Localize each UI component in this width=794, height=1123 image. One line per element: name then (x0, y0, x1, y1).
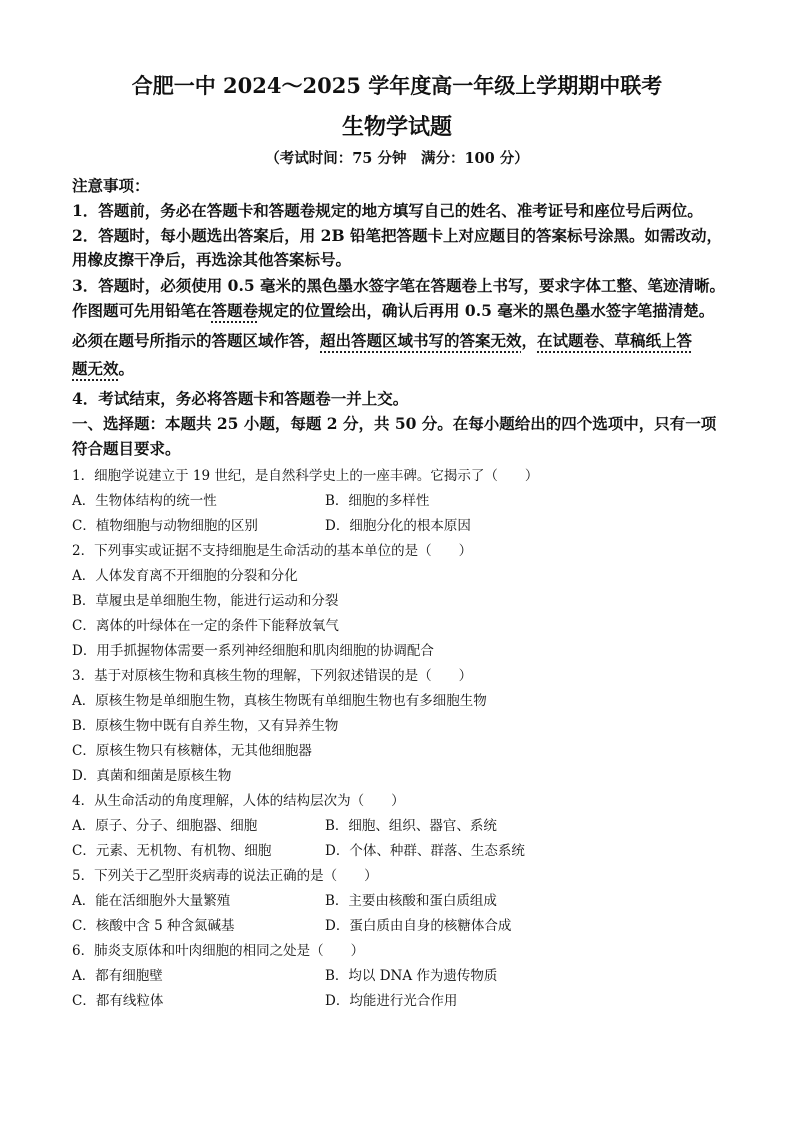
question-5-stem: 5．下列关于乙型肝炎病毒的说法正确的是（ ） (72, 868, 378, 884)
question-3-option-b: B．原核生物中既有自养生物，又有异养生物 (72, 718, 339, 734)
question-6-option-b: B．均以 DNA 作为遗传物质 (325, 968, 498, 984)
notice-item-3-line-1: 3．答题时，必须使用 0.5 毫米的黑色墨水签字笔在答题卷上书写，要求字体工整、笔迹清晰。 (72, 276, 726, 295)
question-5-option-c: C．核酸中含 5 种含氮碱基 (72, 918, 235, 934)
question-1-option-d: D．细胞分化的根本原因 (325, 518, 471, 534)
question-6-stem: 6．肺炎支原体和叶肉细胞的相同之处是（ ） (72, 943, 365, 959)
question-6-option-a: A．都有细胞壁 (72, 968, 163, 984)
question-2-option-b: B．草履虫是单细胞生物，能进行运动和分裂 (72, 593, 339, 609)
section-heading-line-1: 一、选择题：本题共 25 小题，每题 2 分，共 50 分。在每小题给出的四个选项中，只有一项 (72, 414, 717, 433)
question-1-option-a: A．生物体结构的统一性 (72, 493, 217, 509)
notice-item-1: 1．答题前，务必在答题卡和答题卷规定的地方填写自己的姓名、准考证号和座位号后两位。 (72, 201, 703, 220)
question-4-option-a: A．原子、分子、细胞器、细胞 (72, 818, 258, 834)
question-6-option-c: C．都有线粒体 (72, 993, 164, 1009)
question-6-option-d: D．均能进行光合作用 (325, 993, 458, 1009)
question-2-option-a: A．人体发育离不开细胞的分裂和分化 (72, 568, 298, 584)
exam-title: 合肥一中 2024～2025 学年度高一年级上学期期中联考 (131, 73, 663, 98)
question-2-option-d: D．用手抓握物体需要一系列神经细胞和肌肉细胞的协调配合 (72, 643, 434, 659)
question-3-option-d: D．真菌和细菌是原核生物 (72, 768, 232, 784)
question-4-option-b: B．细胞、组织、器官、系统 (325, 818, 497, 834)
notice-item-3-line-3: 必须在题号所指示的答题区域作答，超出答题区域书写的答案无效，在试题卷、草稿纸上答 (72, 331, 693, 350)
question-2-stem: 2．下列事实或证据不支持细胞是生命活动的基本单位的是（ ） (72, 543, 473, 559)
notice-item-2-line-1: 2．答题时，每小题选出答案后，用 2B 铅笔把答题卡上对应题目的答案标号涂黑。如需改动， (72, 226, 722, 245)
question-1-option-b: B．细胞的多样性 (325, 493, 430, 509)
exam-info: （考试时间：75 分钟 满分：100 分） (265, 150, 529, 167)
question-3-option-a: A．原核生物是单细胞生物，真核生物既有单细胞生物也有多细胞生物 (72, 693, 487, 709)
question-2-option-c: C．离体的叶绿体在一定的条件下能释放氧气 (72, 618, 339, 634)
notice-heading: 注意事项： (72, 176, 150, 195)
notice-item-3-line-2: 作图题可先用铅笔在答题卷规定的位置绘出，确认后再用 0.5 毫米的黑色墨水签字笔描清楚。 (72, 301, 715, 320)
question-3-stem: 3．基于对原核生物和真核生物的理解，下列叙述错误的是（ ） (72, 668, 473, 684)
notice-item-3-line-4: 题无效。 (72, 359, 135, 378)
question-4-option-c: C．元素、无机物、有机物、细胞 (72, 843, 272, 859)
question-5-option-b: B．主要由核酸和蛋白质组成 (325, 893, 497, 909)
subject-title: 生物学试题 (341, 114, 452, 140)
question-5-option-a: A．能在活细胞外大量繁殖 (72, 893, 231, 909)
section-heading-line-2: 符合题目要求。 (72, 439, 181, 458)
question-1-option-c: C．植物细胞与动物细胞的区别 (72, 518, 258, 534)
question-4-stem: 4．从生命活动的角度理解，人体的结构层次为（ ） (72, 793, 405, 809)
question-3-option-c: C．原核生物只有核糖体，无其他细胞器 (72, 743, 312, 759)
notice-item-2-line-2: 用橡皮擦干净后，再选涂其他答案标号。 (72, 250, 352, 269)
notice-item-4: 4．考试结束，务必将答题卡和答题卷一并上交。 (72, 389, 409, 408)
question-5-option-d: D．蛋白质由自身的核糖体合成 (325, 918, 512, 934)
question-1-stem: 1．细胞学说建立于 19 世纪，是自然科学史上的一座丰碑。它揭示了（ ） (72, 468, 539, 484)
question-4-option-d: D．个体、种群、群落、生态系统 (325, 843, 525, 859)
